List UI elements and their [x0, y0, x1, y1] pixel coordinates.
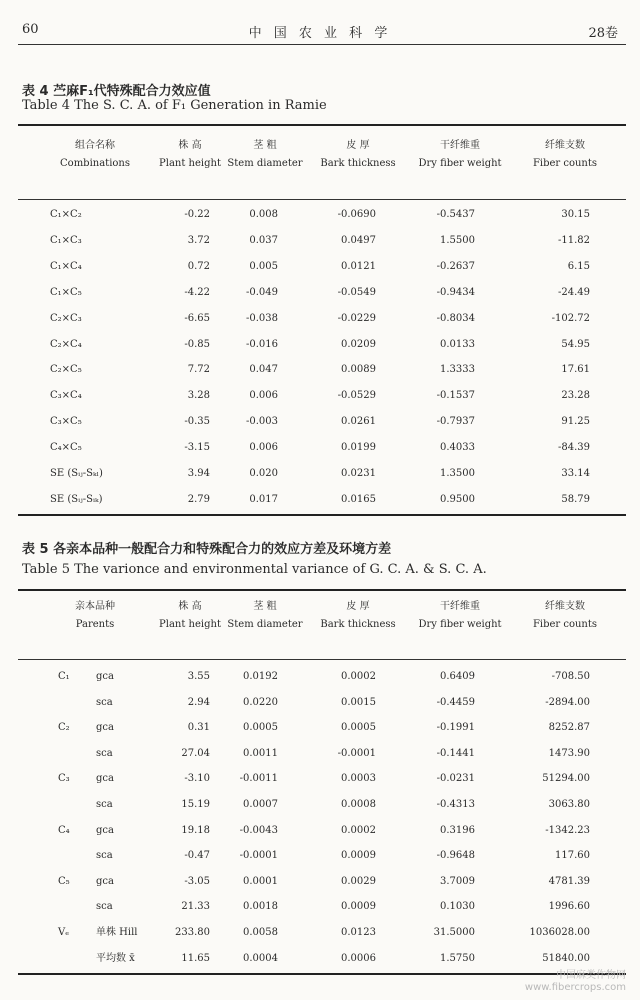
table4-cell: 0.0165 [341, 493, 376, 505]
table5-cell: 1996.60 [548, 901, 590, 913]
table4-cell: 0.005 [249, 260, 278, 272]
table4-cell: -0.038 [245, 312, 278, 324]
table5-cell: 0.0006 [341, 952, 376, 964]
table4-cell: 0.020 [249, 468, 278, 479]
table4-col-header-en: Combinations [60, 158, 130, 169]
table4-cell: 0.006 [249, 442, 278, 454]
table5-cell: -0.1991 [436, 722, 475, 734]
table5-cell: -1342.23 [545, 824, 590, 836]
table5-col-header-cn: 茎 粗 [253, 601, 277, 612]
table5-cell: 0.0007 [243, 799, 278, 810]
table4-cell: 0.4033 [440, 442, 475, 454]
combination-name: C₁×C₂ [50, 209, 82, 220]
table5-cell: 2.94 [187, 696, 210, 708]
effect-type: gca [96, 671, 114, 682]
table4-col-header-cn: 纤维支数 [545, 140, 585, 151]
combination-name: SE (Sᵢⱼ-Sᵢₖ) [50, 493, 103, 505]
table5-cell: -0.47 [184, 850, 210, 862]
table5-row [0, 743, 640, 765]
table5-cell: 15.19 [181, 799, 210, 810]
table5-cell: 0.0005 [243, 722, 278, 734]
table5-cell: 31.5000 [433, 927, 475, 938]
table5-row [0, 871, 640, 893]
table4-cell: -0.5437 [436, 209, 475, 220]
table4-cell: 6.15 [567, 260, 590, 272]
table4-cell: -0.8034 [436, 312, 475, 324]
combination-name: C₃×C₅ [50, 416, 82, 428]
table4-cell: 1.3333 [440, 364, 475, 376]
table4-col-header-en: Bark thickness [320, 158, 396, 169]
table5-cell: 1036028.00 [529, 927, 590, 938]
table4-cell: -0.9434 [436, 286, 475, 298]
table5-cell: -0.1441 [436, 747, 475, 759]
table5-cell: -3.05 [184, 875, 210, 887]
table4-cell: 0.017 [249, 493, 278, 505]
table4-cell: 0.0089 [341, 364, 376, 376]
table4-cell: 33.14 [561, 468, 590, 479]
table4-row [0, 256, 640, 278]
table5-header-rule [18, 659, 626, 660]
table4-cell: 3.72 [187, 234, 210, 246]
table4-cell: 1.5500 [440, 234, 475, 246]
table5-col-header-en: Dry fiber weight [418, 619, 502, 630]
table4-row [0, 334, 640, 356]
table4-cell: 30.15 [561, 209, 590, 220]
effect-type: sca [96, 747, 113, 759]
table4-cell: -0.0549 [337, 286, 376, 298]
header-rule [18, 44, 626, 45]
combination-name: SE (Sᵢⱼ-Sₖₗ) [50, 468, 103, 479]
table5-cell: 11.65 [181, 952, 210, 964]
table5-cell: -0.0043 [239, 824, 278, 836]
table4-row [0, 308, 640, 330]
table5-row [0, 717, 640, 739]
table4-cell: 7.72 [187, 364, 210, 376]
combination-name: C₁×C₄ [50, 260, 82, 272]
table5-col-header-en: Bark thickness [320, 619, 396, 630]
table5-cell: 19.18 [181, 824, 210, 836]
table5-cell: -0.0231 [436, 773, 475, 785]
table5-cell: 51840.00 [542, 952, 590, 964]
table5-col-header-en: Fiber counts [532, 619, 598, 630]
watermark-line2: www.fibercrops.com [524, 982, 626, 993]
table5-col-header-cn: 纤维支数 [545, 601, 585, 612]
table4-cell: 58.79 [561, 493, 590, 505]
running-header [0, 22, 640, 44]
table4-col-header-en: Fiber counts [532, 158, 598, 169]
table4-cell: 2.79 [187, 493, 210, 505]
table5-col-header-cn: 株 高 [178, 601, 202, 612]
parent-name: C₂ [58, 722, 70, 734]
table5-cell: 0.0003 [341, 773, 376, 785]
table5-cell: 8252.87 [548, 722, 590, 734]
table4-row [0, 489, 640, 511]
table4-cell: -0.003 [245, 416, 278, 428]
table4-caption-cn: 表 4 苎麻F₁代特殊配合力效应值 [22, 84, 211, 99]
table5-cell: 51294.00 [542, 773, 590, 785]
table5-row [0, 948, 640, 970]
table4-cell: -0.0229 [337, 312, 376, 324]
table5-cell: -0.0001 [239, 850, 278, 862]
table4-cell: 0.0133 [440, 338, 475, 350]
table5-col-header-cn: 干纤维重 [440, 601, 480, 612]
effect-type: gca [96, 875, 114, 887]
table4-cell: -0.0690 [337, 209, 376, 220]
table5-cell: 0.0018 [243, 901, 278, 913]
table5-row [0, 794, 640, 816]
effect-type: gca [96, 722, 114, 734]
table4-cell: -4.22 [184, 286, 210, 298]
table4-col-header-en: Stem diameter [227, 158, 303, 169]
table5-cell: 0.0123 [341, 927, 376, 938]
table4-cell: 54.95 [561, 338, 590, 350]
table4-cell: -0.85 [184, 338, 210, 350]
table4-cell: 0.0497 [341, 234, 376, 246]
table4-col-header-cn: 组合名称 [75, 140, 115, 151]
effect-type: sca [96, 696, 113, 708]
table4-row [0, 204, 640, 226]
table4-cell: 91.25 [561, 416, 590, 428]
table5-row [0, 922, 640, 944]
table5-cell: 21.33 [181, 901, 210, 913]
table4-cell: 23.28 [561, 390, 590, 402]
table5-cell: 3.7009 [440, 875, 475, 887]
table5-cell: -3.10 [184, 773, 210, 785]
effect-type: gca [96, 773, 114, 785]
table4-cell: 0.037 [249, 234, 278, 246]
table5-cell: 4781.39 [548, 875, 590, 887]
table5-cell: 0.0220 [243, 696, 278, 708]
table4-cell: -0.1537 [436, 390, 475, 402]
table4-cell: -24.49 [557, 286, 590, 298]
table5-cell: 0.0009 [341, 901, 376, 913]
table4-cell: -11.82 [557, 234, 590, 246]
effect-type: sca [96, 799, 113, 810]
table5-row [0, 820, 640, 842]
table5-cell: 1473.90 [548, 747, 590, 759]
table5-col-header-en: Stem diameter [227, 619, 303, 630]
table4-cell: -0.22 [184, 209, 210, 220]
table5-cell: 0.0008 [341, 799, 376, 810]
table4-row [0, 230, 640, 252]
table5-row [0, 896, 640, 918]
table5-cell: 0.0029 [341, 875, 376, 887]
table5-caption-en: Table 5 The varionce and environmental variance of G. C. A. & S. C. A. [22, 562, 487, 577]
combination-name: C₁×C₅ [50, 286, 82, 298]
table4-cell: 0.0231 [341, 468, 376, 479]
table5-cell: 0.0058 [243, 927, 278, 938]
table5-cell: 0.0005 [341, 722, 376, 734]
watermark [525, 970, 626, 994]
table5-row [0, 768, 640, 790]
effect-type: sca [96, 850, 113, 862]
table4-row [0, 411, 640, 433]
table5-cell: 0.0001 [243, 875, 278, 887]
effect-type: 平均数 x̄ [96, 952, 135, 964]
parent-name: C₃ [58, 773, 70, 785]
table5-cell: 0.0004 [243, 952, 278, 964]
table4-col-header-cn: 茎 粗 [253, 140, 277, 151]
table4-cell: 0.0261 [341, 416, 376, 428]
table5-cell: -0.4313 [436, 799, 475, 810]
table4-row [0, 282, 640, 304]
combination-name: C₃×C₄ [50, 390, 82, 402]
combination-name: C₂×C₄ [50, 338, 82, 350]
parent-name: C₅ [58, 875, 70, 887]
table5-cell: -708.50 [551, 671, 590, 682]
table5-cell: 0.0192 [243, 671, 278, 682]
table5-cell: 3.55 [187, 671, 210, 682]
table4-header-rule [18, 199, 626, 200]
table5-cell: 3063.80 [548, 799, 590, 810]
table5-col-header-cn: 皮 厚 [346, 601, 370, 612]
watermark-line1: 中国麻类作物网 [556, 970, 626, 981]
table4-cell: 0.006 [249, 390, 278, 402]
table4-cell: 3.28 [187, 390, 210, 402]
table5-caption-cn: 表 5 各亲本品种一般配合力和特殊配合力的效应方差及环境方差 [22, 542, 392, 557]
table5-row [0, 666, 640, 688]
table4-cell: -0.35 [184, 416, 210, 428]
table4-col-header-cn: 皮 厚 [346, 140, 370, 151]
table5-cell: 233.80 [175, 927, 210, 938]
table4-bottom-rule [18, 514, 626, 516]
table5-cell: 1.5750 [440, 952, 475, 964]
table5-col-header-cn: 亲本品种 [75, 601, 115, 612]
table4-cell: 17.61 [561, 364, 590, 376]
combination-name: C₂×C₃ [50, 312, 82, 324]
table4-cell: -84.39 [557, 442, 590, 454]
effect-type: 单株 Hill [96, 927, 138, 938]
table4-cell: 0.0209 [341, 338, 376, 350]
table5-cell: 117.60 [555, 850, 590, 862]
table4-cell: 0.72 [187, 260, 210, 272]
parent-name: C₁ [58, 671, 70, 682]
table4-cell: -0.016 [245, 338, 278, 350]
table4-row [0, 385, 640, 407]
table4-top-rule [18, 124, 626, 126]
table4-cell: -6.65 [184, 312, 210, 324]
table5-cell: 0.31 [187, 722, 210, 734]
table4-row [0, 359, 640, 381]
table4-cell: -102.72 [551, 312, 590, 324]
table4-cell: -3.15 [184, 442, 210, 454]
table5-cell: 0.0009 [341, 850, 376, 862]
table5-cell: 0.0011 [243, 747, 278, 759]
table4-cell: -0.7937 [436, 416, 475, 428]
table4-cell: -0.049 [245, 286, 278, 298]
table5-cell: 0.6409 [440, 671, 475, 682]
table4-cell: 0.0199 [341, 442, 376, 454]
table5-cell: 0.3196 [440, 824, 475, 836]
table4-cell: 0.0121 [341, 260, 376, 272]
table5-cell: 0.1030 [440, 901, 475, 913]
combination-name: C₁×C₃ [50, 234, 82, 246]
table4-row [0, 463, 640, 485]
combination-name: C₄×C₅ [50, 442, 82, 454]
table5-cell: -0.9648 [436, 850, 475, 862]
table5-cell: -2894.00 [545, 696, 590, 708]
table4-cell: 1.3500 [440, 468, 475, 479]
table5-row [0, 845, 640, 867]
table5-cell: -0.0011 [239, 773, 278, 785]
effect-type: gca [96, 824, 114, 836]
volume: 28卷 [588, 26, 618, 41]
table4-col-header-en: Dry fiber weight [418, 158, 502, 169]
page-number: 60 [22, 22, 39, 37]
table4-cell: -0.0529 [337, 390, 376, 402]
table5-row [0, 692, 640, 714]
table4-cell: -0.2637 [436, 260, 475, 272]
parent-name: Vₑ [58, 927, 70, 938]
table5-cell: -0.4459 [436, 696, 475, 708]
table4-col-header-cn: 株 高 [178, 140, 202, 151]
effect-type: sca [96, 901, 113, 913]
table5-cell: -0.0001 [337, 747, 376, 759]
table5-cell: 0.0002 [341, 824, 376, 836]
parent-name: C₄ [58, 824, 70, 836]
table4-cell: 0.9500 [440, 493, 475, 505]
table5-col-header-en: Parents [75, 619, 115, 630]
table4-col-header-cn: 干纤维重 [440, 140, 480, 151]
table5-cell: 0.0015 [341, 696, 376, 708]
table4-cell: 0.047 [249, 364, 278, 376]
table4-cell: 0.008 [249, 209, 278, 220]
table5-cell: 27.04 [181, 747, 210, 759]
table5-cell: 0.0002 [341, 671, 376, 682]
table5-col-header-en: Plant height [159, 619, 221, 630]
journal-title: 中 国 农 业 科 学 [248, 26, 392, 41]
table4-row [0, 437, 640, 459]
table5-top-rule [18, 589, 626, 591]
combination-name: C₂×C₅ [50, 364, 82, 376]
table4-col-header-en: Plant height [159, 158, 221, 169]
table4-caption-en: Table 4 The S. C. A. of F₁ Generation in Ramie [22, 98, 327, 113]
table4-cell: 3.94 [187, 468, 210, 479]
